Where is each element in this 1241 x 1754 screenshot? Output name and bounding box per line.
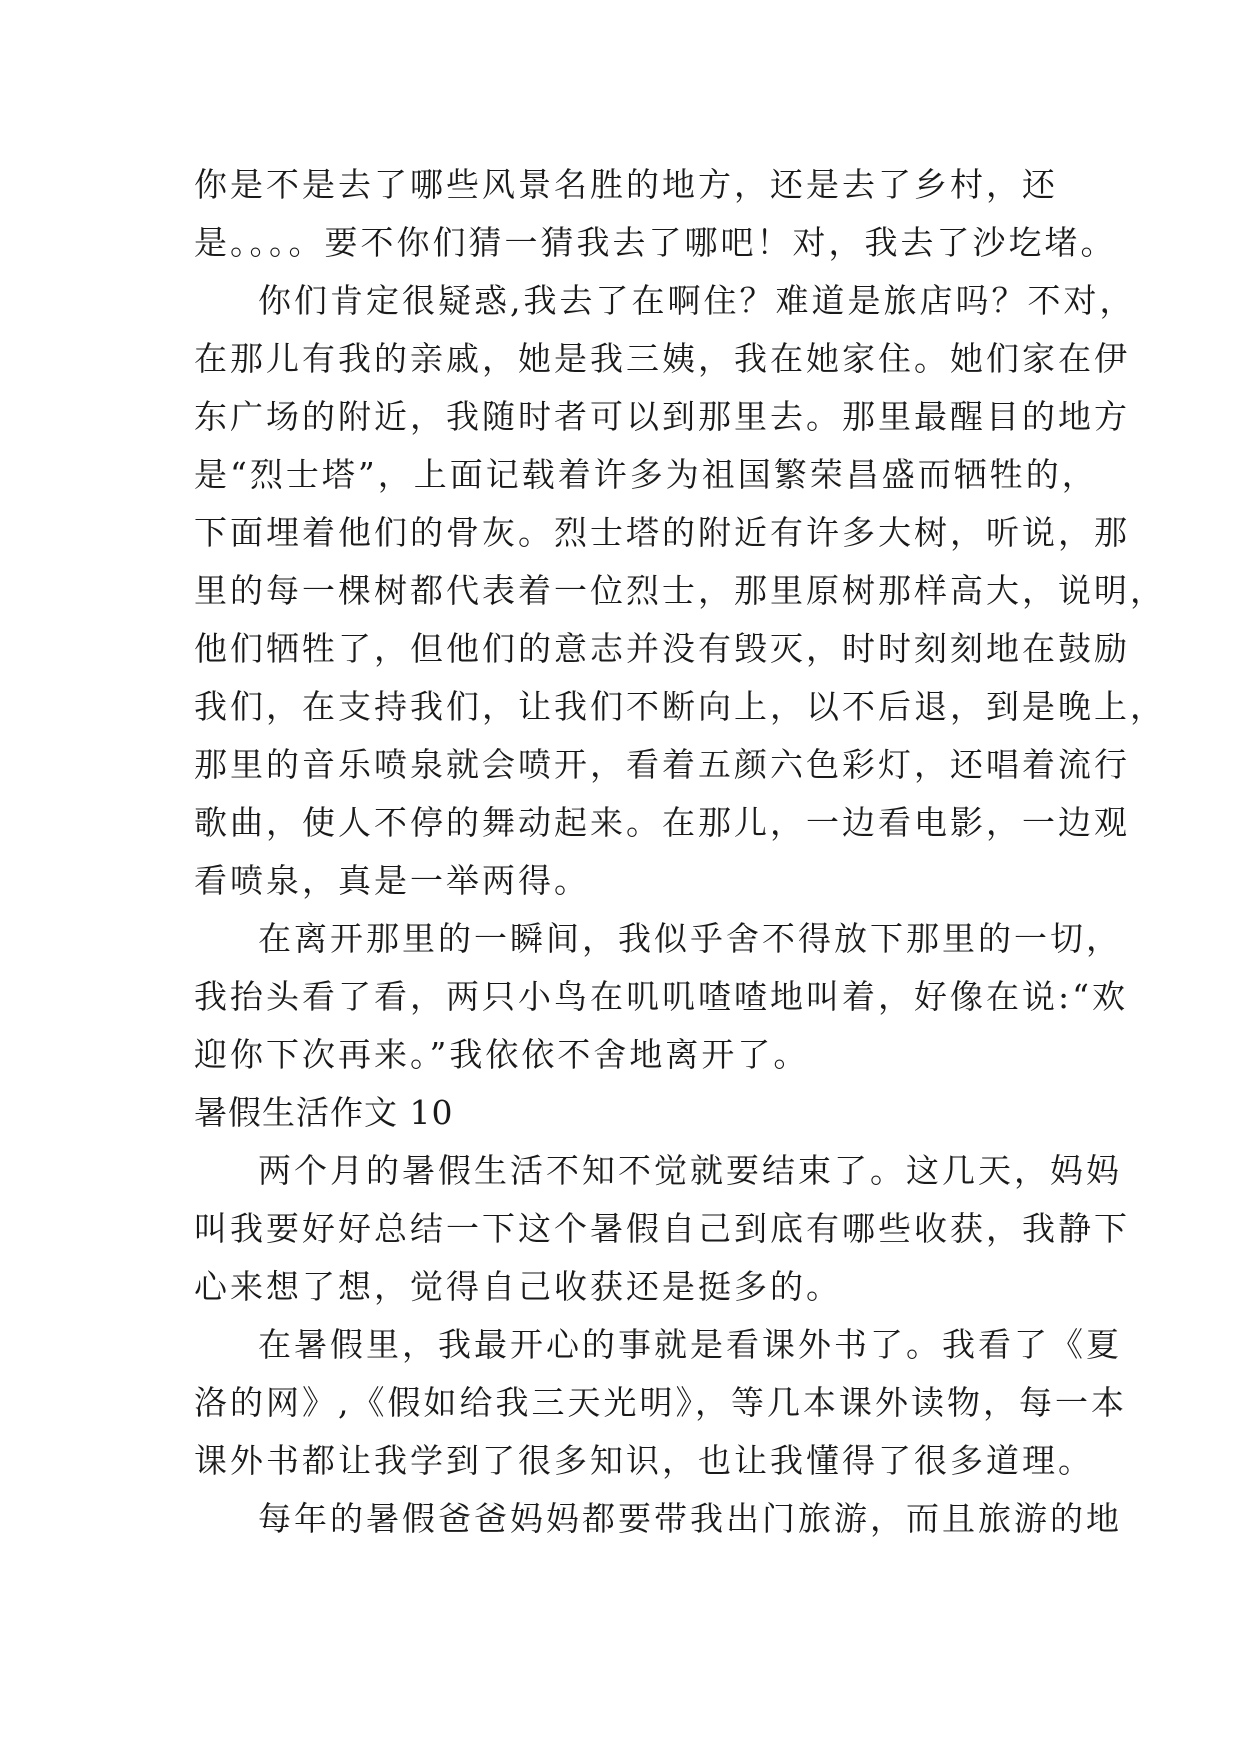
text-line: 我们，在支持我们，让我们不断向上，以不后退，到是晚上， [194, 687, 1166, 726]
section-heading: 暑假生活作文 10 [194, 1093, 454, 1132]
paragraph-start: 两个月的暑假生活不知不觉就要结束了。这几天，妈妈 [258, 1151, 1122, 1190]
paragraph-start: 在离开那里的一瞬间，我似乎舍不得放下那里的一切， [258, 919, 1122, 958]
text-line: 在那儿有我的亲戚，她是我三姨，我在她家住。她们家在伊 [194, 339, 1130, 378]
text-line: 里的每一棵树都代表着一位烈士，那里原树那样高大，说明， [194, 571, 1166, 610]
text-line: 心来想了想，觉得自己收获还是挺多的。 [194, 1267, 842, 1306]
text-line: 洛的网》,《假如给我三天光明》，等几本课外读物，每一本 [194, 1383, 1127, 1422]
text-line: 你是不是去了哪些风景名胜的地方，还是去了乡村，还 [194, 165, 1058, 204]
text-line: 迎你下次再来。”我依依不舍地离开了。 [194, 1035, 810, 1074]
text-line: 看喷泉，真是一举两得。 [194, 861, 590, 900]
paragraph-start: 在暑假里，我最开心的事就是看课外书了。我看了《夏 [258, 1325, 1122, 1364]
paragraph-start: 你们肯定很疑惑,我去了在啊住？难道是旅店吗？不对， [258, 281, 1136, 320]
text-line: 我抬头看了看，两只小鸟在叽叽喳喳地叫着，好像在说:“欢 [194, 977, 1128, 1016]
text-line: 叫我要好好总结一下这个暑假自己到底有哪些收获，我静下 [194, 1209, 1130, 1248]
text-line: 他们牺牲了，但他们的意志并没有毁灭，时时刻刻地在鼓励 [194, 629, 1130, 668]
text-line: 是“烈士塔”，上面记载着许多为祖国繁荣昌盛而牺牲的， [194, 455, 1098, 494]
text-line: 课外书都让我学到了很多知识，也让我懂得了很多道理。 [194, 1441, 1094, 1480]
text-line: 那里的音乐喷泉就会喷开，看着五颜六色彩灯，还唱着流行 [194, 745, 1130, 784]
text-line: 是。。。。要不你们猜一猜我去了哪吧！对，我去了沙圪堵。 [194, 223, 1117, 262]
text-line: 东广场的附近，我随时者可以到那里去。那里最醒目的地方 [194, 397, 1130, 436]
text-line: 下面埋着他们的骨灰。烈士塔的附近有许多大树，听说，那 [194, 513, 1130, 552]
text-line: 歌曲，使人不停的舞动起来。在那儿，一边看电影，一边观 [194, 803, 1130, 842]
paragraph-start: 每年的暑假爸爸妈妈都要带我出门旅游，而且旅游的地 [258, 1499, 1122, 1538]
